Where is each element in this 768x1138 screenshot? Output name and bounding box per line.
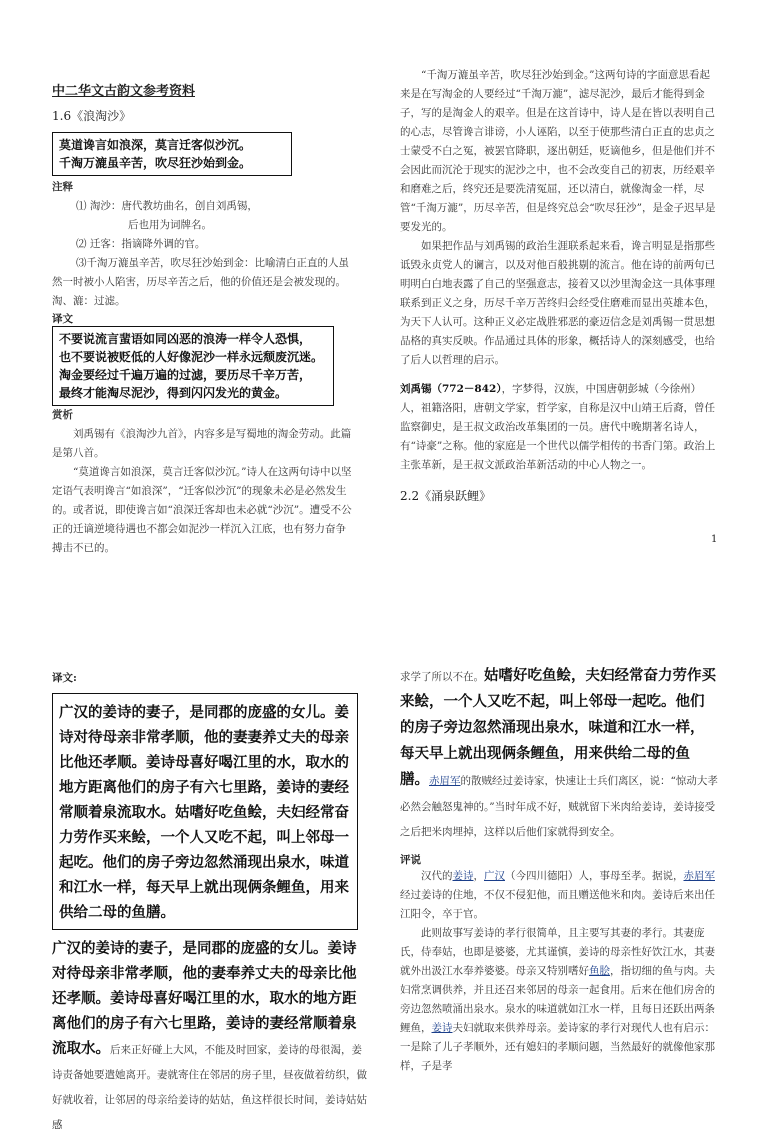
analysis-paragraph-1: “千淘万漉虽辛苦，吹尽狂沙始到金。”这两句诗的字面意思看起来是在写淘金的人要经过“千淘万漉”，滤尽泥沙，最后才能得到金子，写的是淘金人的艰辛。但是在这首诗中，诗人是在皆以表明自己的心志，尽管谗言诽谤，小人诬陷，以至于使那些清白正直的忠贞之士蒙受不白之冤，被罢官降职，逐出朝廷，贬谪他乡，但是他们并不会因此而沉沦于现实的泥沙之中，也不会改变自己的初衷，历经艰辛和磨难之后，终究还是要洗清冤屈，还以清白，就像淘金一样，尽管“千淘万漉”，历尽辛苦，但是终究总会“吹尽狂沙”，是金子迟早是要发光的。 (400, 69, 716, 233)
yukuai-link[interactable]: 鱼脍 (589, 965, 610, 977)
jiangshi-link[interactable]: 姜诗 (452, 870, 474, 882)
comment-text: ， (473, 870, 484, 882)
comment-label: 评说 (400, 854, 421, 866)
comment-text: 夫妇就取来供养母亲。姜诗家的孝行对现代人也有启示：一是除了儿子孝顺外，还有媳妇的孝顺问题，当然最好的就像他家那样，子是孝 (400, 1022, 715, 1072)
page-2 (0, 650, 768, 1131)
right-bold-text: 姑嗜好吃鱼鲙，夫妇经常奋力劳作买来鲙，一个人又吃不起，叫上邻母一起吃。他们的房子旁边忽然涌现出泉水，味道和江水一样，每天早上就出现俩条鲤鱼，用来供给二母的鱼膳。 (400, 667, 716, 788)
chimei-army-link-2[interactable]: 赤眉军 (683, 870, 715, 882)
comment-text: 此则故事写姜诗的孝行很简单，且主要写其妻的孝行。其妻庞氏，侍奉姑，也即是婆婆，尤其谨慎，姜诗的母亲性好饮江水，其妻就外出汲江水奉养婆婆。母亲又特别嗜好 (400, 927, 715, 977)
comment-text: ，指切细的鱼与肉。夫妇常烹调供养，并且还召来邻居的母亲一起食用。后来在他们房舍的旁边忽然喷涌出泉水。泉水的味道就如江水一样，且每日还跃出两条鲤鱼， (400, 965, 715, 1034)
guanghan-link[interactable]: 广汉 (484, 870, 505, 882)
chimei-army-link[interactable]: 赤眉军 (429, 775, 461, 787)
comment-paragraph-1 (400, 867, 718, 924)
appreciation-paragraph-2: “莫道谗言如浪深，莫言迁客似沙沉。”诗人在这两句诗中以坚定语气表明谗言“如浪深”，“迁客似沙沉”的现象未必是必然发生的。或者说，即使谗言如“浪深迁客却也未必就“沙沉”。遭受不公正的迁谪逆境待遇也不都会如泥沙一样沉入江底，也有努力奋争搏击不已的。 (52, 466, 352, 554)
section-heading-yongquan: 2.2《涌泉跃鲤》 (400, 489, 492, 503)
right-column (400, 66, 718, 506)
notes-section (52, 178, 352, 311)
author-bio-text: ，字梦得，汉族，中国唐朝彭城（今徐州）人，祖籍洛阳，唐朝文学家，哲学家，自称是汉中山靖王后裔，曾任监察御史，是王叔文政治改革集团的一员。唐代中晚期著名诗人，有“诗豪”之称。他的家庭是一个世代以儒学相传的书香门第。政治上主张革新，是王叔文派政治革新活动的中心人物之一。 (400, 383, 716, 471)
right-column-2 (400, 662, 718, 1076)
appreciation-section (52, 406, 352, 558)
comment-text: 汉代的 (421, 870, 453, 882)
poem-box (52, 132, 292, 176)
author-bio (400, 380, 718, 475)
translation-label-2: 译文: (52, 672, 77, 684)
note-2: ⑵ 迁客：指谪降外调的官。 (76, 238, 206, 250)
translation-line: 不要说流言蜚语如同凶恶的浪涛一样令人恐惧， (59, 332, 312, 346)
comment-paragraph-2 (400, 924, 718, 1076)
left-column-2 (52, 670, 370, 1138)
document-title: 中二华文古韵文参考资料 (52, 84, 196, 99)
left-column (52, 80, 352, 558)
translation-line: 也不要说被贬低的人好像泥沙一样永远颓废沉迷。 (59, 350, 324, 364)
translation-box (52, 326, 334, 406)
right-continuation (400, 662, 718, 842)
poem-line: 莫道谗言如浪深，莫言迁客似沙沉。 (59, 138, 252, 152)
translation-line: 最终才能淘尽泥沙，得到闪闪发光的黄金。 (59, 386, 288, 400)
comment-section (400, 867, 718, 1076)
translation-bold-para: 广汉的姜诗的妻子，是同郡的庞盛的女儿。姜诗对待母亲非常孝顺，他的妻奉养丈夫的母亲比他还孝顺。姜诗母喜好喝江里的水，取水的地方距离他们的房子有六七里路，姜诗的妻经常顺着泉流取水。 (52, 940, 357, 1057)
poem-line: 千淘万漉虽辛苦，吹尽狂沙始到金。 (59, 156, 252, 170)
right-after-text: 的散贼经过姜诗家，快速让士兵们离区，说：“惊动大孝必然会触怒鬼神的。”当时年成不好，贼就留下米肉给姜诗，姜诗接受之后把米肉埋掉，这样以后他们家就得到安全。 (400, 775, 718, 838)
translation-line: 淘金要经过千遍万遍的过滤，要历尽千辛万苦， (59, 368, 312, 382)
translation-tail: 后来正好碰上大风，不能及时回家，姜诗的母很渴，姜诗责备她要遣她离开。妻就寄住在邻居的房子里，昼夜做着纺织，做好就收着，让邻居的母亲给姜诗的姑姑，鱼这样很长时间，姜诗姑姑感 (52, 1044, 367, 1131)
translation-box-2 (52, 693, 358, 930)
appreciation-label: 赏析 (52, 409, 73, 421)
translation-box-text: 广汉的姜诗的妻子，是同郡的庞盛的女儿。姜诗对待母亲非常孝顺，他的妻妻养丈夫的母亲比他还孝顺。姜诗母喜好喝江里的水，取水的地方距离他们的房子有六七里路，姜诗的妻经常顺着泉流取水。姑嗜好吃鱼鲙，夫妇经常奋力劳作买来鲙，一个人又吃不起，叫上邻母一起吃。他们的房子旁边忽然涌现出泉水，味道和江水一样，每天早上就出现俩条鲤鱼，用来供给二母的鱼膳。 (59, 704, 349, 921)
right-intro: 求学了所以不在。 (400, 671, 484, 683)
translation-label: 译文 (52, 313, 73, 325)
comment-text: （今四川德阳）人，事母至孝。据说， (505, 870, 684, 882)
page-number: 1 (711, 534, 718, 545)
comment-text: 经过姜诗的住地，不仅不侵犯他，而且赠送他米和肉。姜诗后来出任江阳令，卒于官。 (400, 889, 715, 920)
note-3: ⑶千淘万漉虽辛苦，吹尽狂沙始到金：比喻清白正直的人虽然一时被小人陷害，历尽辛苦之后，他的价值还是会被发现的。淘、漉：过滤。 (52, 257, 349, 307)
page-1 (0, 0, 768, 560)
author-name: 刘禹锡（772－842） (400, 383, 502, 395)
jiangshi-link-2[interactable]: 姜诗 (431, 1022, 453, 1034)
note-1: ⑴ 淘沙：唐代教坊曲名，创自刘禹锡， (76, 200, 258, 212)
appreciation-paragraph-1: 刘禹锡有《浪淘沙九首》，内容多是写蜀地的淘金劳动。此篇是第八首。 (52, 428, 352, 459)
section-heading-langtaosha: 1.6《浪淘沙》 (52, 109, 132, 123)
translation-continued (52, 936, 368, 1138)
note-1b: 后也用为词牌名。 (128, 219, 212, 231)
analysis-paragraph-2: 如果把作品与刘禹锡的政治生涯联系起来看，谗言明显是指那些诋毁永贞党人的谰言，以及对他百般挑剔的流言。他在诗的前两句已明明白白地表露了自己的坚强意志，接着又以沙里淘金这一具体事理联系到正义之身，历尽千辛万苦终归会经受住磨难而显出英雄本色，为天下人认可。这种正义必定战胜邪恶的豪迈信念是刘禹锡一贯思想品格的真实反映。作品通过具体的形象，概括诗人的深刻感受，也给了后人以哲理的启示。 (400, 240, 715, 366)
notes-label: 注释 (52, 181, 73, 193)
